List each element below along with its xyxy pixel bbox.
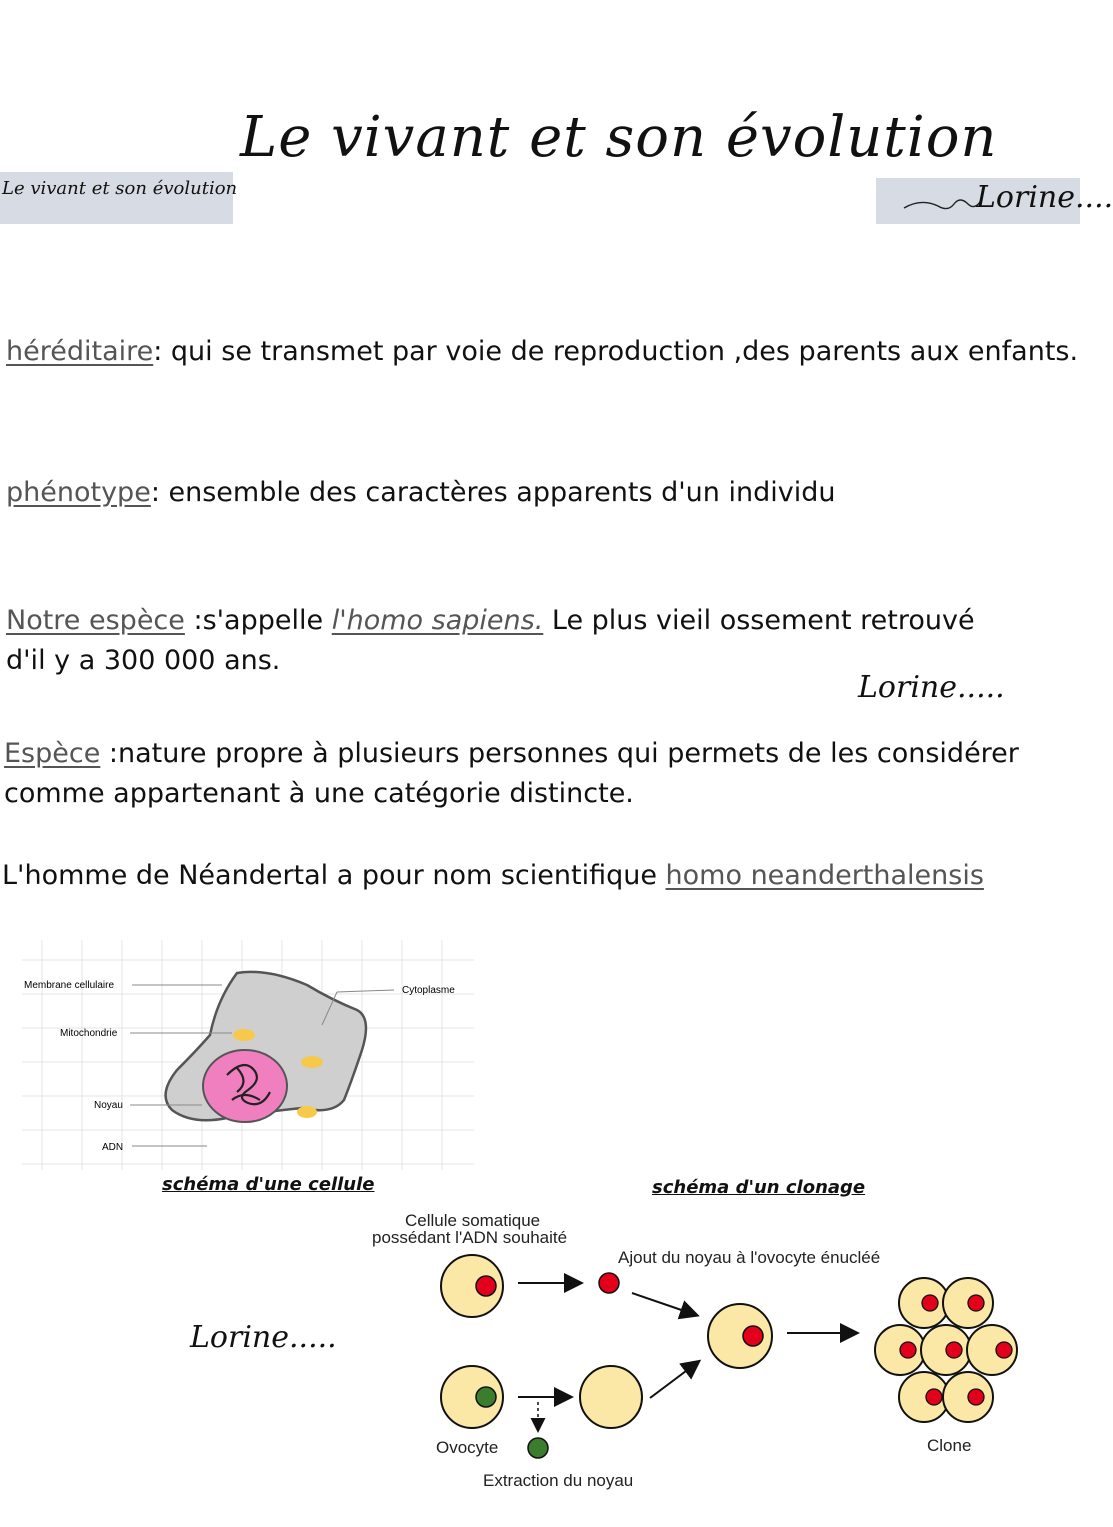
definition-text: Le plus vieil ossement retrouvé bbox=[543, 605, 975, 636]
mitochondria bbox=[297, 1106, 317, 1118]
cloning-diagram bbox=[420, 1240, 1040, 1460]
term-homo-sapiens: l'homo sapiens. bbox=[331, 605, 544, 636]
label-somatic-line1: Cellule somatique bbox=[405, 1211, 541, 1230]
label-extraction: Extraction du noyau bbox=[483, 1471, 634, 1490]
term-homo-neanderthalensis: homo neanderthalensis bbox=[665, 860, 984, 891]
label-adn: ADN bbox=[102, 1142, 124, 1153]
definition-text: :s'appelle bbox=[184, 605, 332, 636]
label-clone: Clone bbox=[927, 1436, 972, 1455]
definition-hereditaire bbox=[6, 332, 1078, 372]
term-hereditaire: héréditaire bbox=[6, 336, 154, 367]
label-ajout-noyau: Ajout du noyau à l'ovocyte énucléé bbox=[618, 1248, 881, 1267]
cell-diagram-caption: schéma d'une cellule bbox=[162, 1174, 375, 1195]
right-name-tag bbox=[876, 178, 1113, 224]
label-cytoplasme: Cytoplasme bbox=[402, 985, 455, 996]
label-membrane: Membrane cellulaire bbox=[24, 980, 115, 991]
clone-diagram-caption: schéma d'un clonage bbox=[652, 1177, 866, 1198]
reconstructed-nucleus bbox=[743, 1326, 763, 1346]
definition-text: :nature propre à plusieurs personnes qui permets de les considérer bbox=[100, 738, 1019, 769]
term-notre-espece: Notre espèce bbox=[6, 605, 185, 636]
label-mitochondria: Mitochondrie bbox=[60, 1028, 118, 1039]
extracted-nucleus-red bbox=[599, 1273, 619, 1293]
nucleus bbox=[203, 1050, 287, 1122]
enucleated-ovocyte bbox=[580, 1366, 642, 1428]
ovocyte-nucleus bbox=[476, 1387, 496, 1407]
extracted-nucleus-green bbox=[528, 1438, 548, 1458]
definition-neandertal bbox=[2, 856, 984, 896]
page-title: Le vivant et son évolution bbox=[240, 105, 998, 170]
somatic-nucleus bbox=[476, 1276, 496, 1296]
cell-diagram bbox=[22, 940, 474, 1170]
label-noyau: Noyau bbox=[94, 1100, 123, 1111]
definition-text: : ensemble des caractères apparents d'un individu bbox=[150, 477, 836, 508]
label-ovocyte: Ovocyte bbox=[436, 1438, 499, 1457]
right-tag-text: Lorine.... bbox=[976, 180, 1113, 215]
definition-phenotype bbox=[6, 473, 835, 513]
label-somatic-line2: possédant l'ADN souhaité bbox=[372, 1228, 568, 1247]
left-title-tag bbox=[0, 172, 238, 224]
mitochondria bbox=[233, 1029, 255, 1041]
left-tag-text: Le vivant et son évolution bbox=[2, 178, 238, 199]
swirl-ornament-icon bbox=[876, 178, 986, 224]
term-phenotype: phénotype bbox=[6, 477, 151, 508]
definition-text: : qui se transmet par voie de reproduction ,des parents aux enfants. bbox=[153, 336, 1079, 367]
signature: Lorine..... bbox=[190, 1320, 337, 1355]
mitochondria bbox=[301, 1056, 323, 1068]
definition-text-line2: comme appartenant à une catégorie distincte. bbox=[4, 778, 634, 809]
definition-espece bbox=[4, 734, 1019, 814]
definition-text-line2: d'il y a 300 000 ans. bbox=[6, 645, 281, 676]
signature: Lorine..... bbox=[858, 670, 1005, 705]
definition-text: L'homme de Néandertal a pour nom scientifique bbox=[2, 860, 666, 891]
definition-notre-espece bbox=[6, 601, 975, 681]
term-espece: Espèce bbox=[4, 738, 101, 769]
